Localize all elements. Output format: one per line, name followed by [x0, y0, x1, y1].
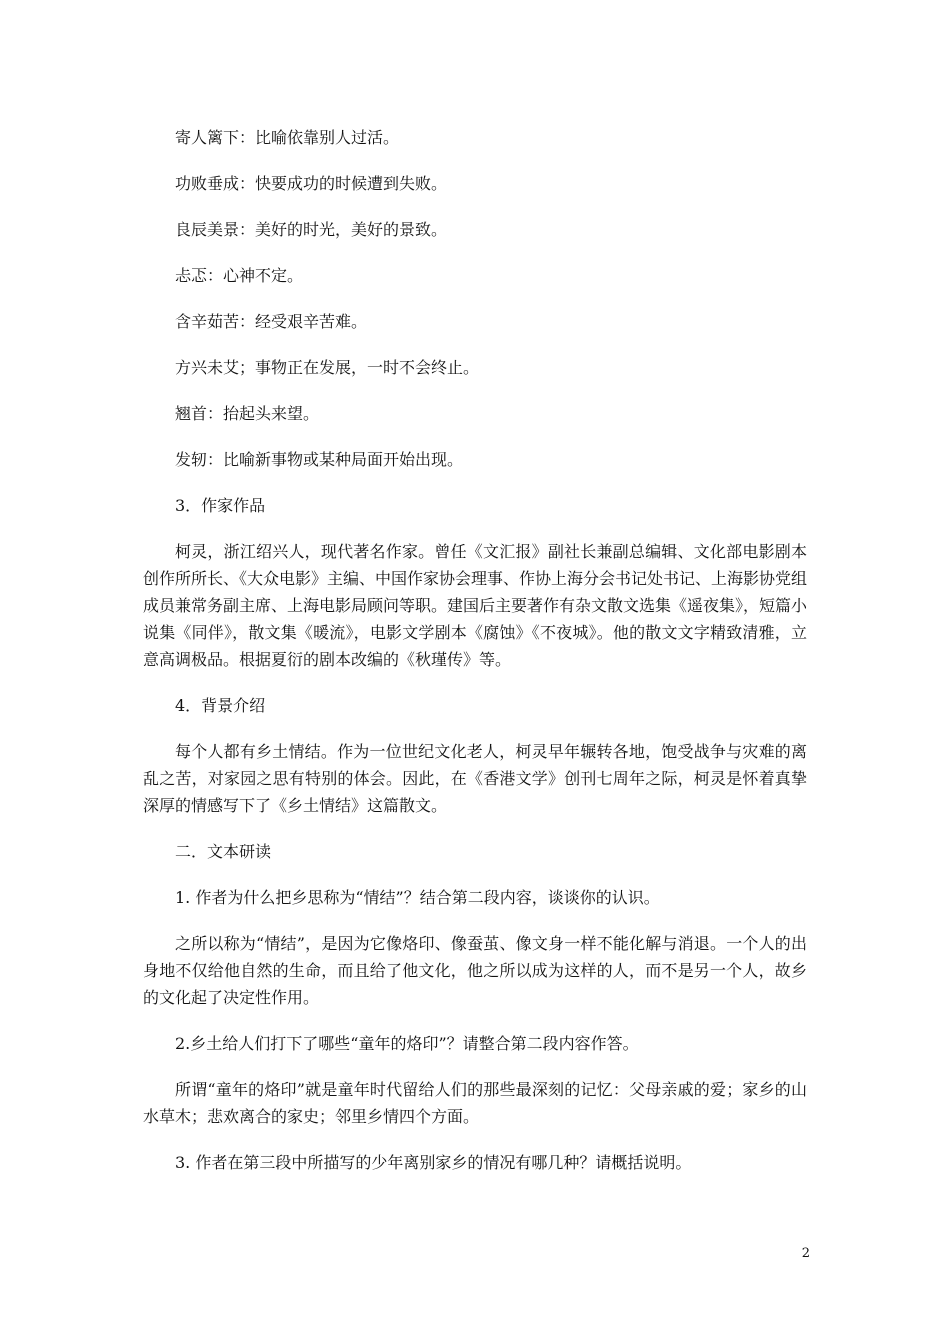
section-heading-background: 4．背景介绍	[175, 696, 266, 715]
vocab-faren: 发轫：比喻新事物或某种局面开始出现。	[175, 450, 464, 469]
author-bio-paragraph: 柯灵，浙江绍兴人，现代著名作家。曾任《文汇报》副社长兼副总编辑、文化部电影剧本创作所所长、《大众电影》主编、中国作家协会理事、作协上海分会书记处书记、上海影协党组成员兼常务副主席、上海电影局顾问等职。建国后主要著作有杂文散文选集《遥夜集》，短篇小说集《同伴》，散文集《暖流》，电影文学剧本《腐蚀》《不夜城》。他的散文文字精致清雅，立意高调极品。根据夏衍的剧本改编的《秋瑾传》等。	[143, 542, 808, 669]
answer-2: 所谓“童年的烙印”就是童年时代留给人们的那些最深刻的记忆：父母亲戚的爱；家乡的山水草木；悲欢离合的家史；邻里乡情四个方面。	[143, 1080, 807, 1126]
vocab-liangchenmeijing: 良辰美景：美好的时光，美好的景致。	[175, 220, 448, 239]
section-heading-author-works: 3．作家作品	[175, 496, 266, 515]
vocab-jirenlixia: 寄人篱下：比喻依靠别人过活。	[175, 128, 400, 147]
question-3: 3. 作者在第三段中所描写的少年离别家乡的情况有哪几种？请概括说明。	[175, 1153, 692, 1172]
page-number: 2	[801, 1246, 810, 1261]
document-body	[143, 124, 807, 1195]
vocab-fangxingweiai: 方兴未艾；事物正在发展，一时不会终止。	[175, 358, 480, 377]
vocab-hanxinruku: 含辛茹苦：经受艰辛苦难。	[175, 312, 368, 331]
question-2: 2.乡土给人们打下了哪些“童年的烙印”？请整合第二段内容作答。	[175, 1034, 639, 1053]
vocab-tante: 忐忑：心神不定。	[175, 266, 304, 285]
background-paragraph: 每个人都有乡土情结。作为一位世纪文化老人，柯灵早年辗转各地，饱受战争与灾难的离乱之苦，对家园之思有特别的体会。因此，在《香港文学》创刊七周年之际，柯灵是怀着真挚深厚的情感写下了《乡土情结》这篇散文。	[143, 742, 807, 815]
vocab-qiaoshou: 翘首：抬起头来望。	[175, 404, 320, 423]
vocab-gongbaichuicheng: 功败垂成：快要成功的时候遭到失败。	[175, 174, 448, 193]
section-heading-text-study: 二．文本研读	[175, 842, 272, 861]
question-1: 1. 作者为什么把乡思称为“情结”？结合第二段内容，谈谈你的认识。	[175, 888, 660, 907]
answer-1: 之所以称为“情结”，是因为它像烙印、像蚕茧、像文身一样不能化解与消退。一个人的出身地不仅给他自然的生命，而且给了他文化，他之所以成为这样的人，而不是另一个人，故乡的文化起了决定性作用。	[143, 934, 807, 1007]
